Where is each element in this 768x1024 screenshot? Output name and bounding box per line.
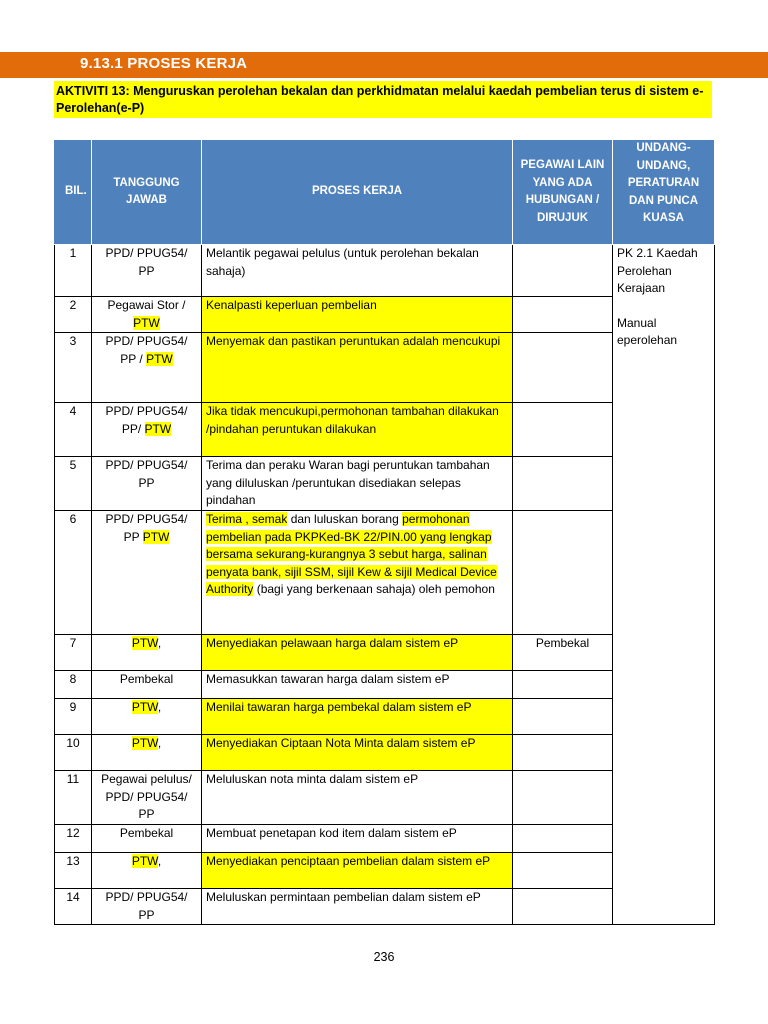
header-proses-kerja: PROSES KERJA xyxy=(202,140,513,245)
cell-bil: 9 xyxy=(55,699,92,735)
tanggung-jawab-suffix: , xyxy=(157,854,162,868)
tanggung-jawab-highlight: PTW xyxy=(144,421,172,436)
cell-tanggung-jawab xyxy=(92,333,202,403)
cell-proses-kerja: Meluluskan permintaan pembelian dalam sistem eP xyxy=(202,889,513,925)
cell-proses-kerja: Menyemak dan pastikan peruntukan adalah mencukupi xyxy=(202,333,513,403)
cell-pegawai-lain xyxy=(513,735,613,771)
tanggung-jawab-text: Pembekal xyxy=(119,672,174,686)
tanggung-jawab-text: Pegawai Stor / xyxy=(107,298,186,312)
activity-heading xyxy=(54,81,712,118)
proses-part-d: (bagi yang berkenaan sahaja) oleh pemohon xyxy=(253,582,495,596)
cell-proses-kerja: Melantik pegawai pelulus (untuk perolehan bekalan sahaja) xyxy=(202,245,513,297)
cell-undang-undang xyxy=(613,245,715,925)
cell-bil: 4 xyxy=(55,403,92,457)
tanggung-jawab-highlight: PTW xyxy=(131,636,158,650)
cell-proses-kerja: Menyediakan pelawaan harga dalam sistem eP xyxy=(202,635,513,671)
tanggung-jawab-text: PPD/ PPUG54/ PP xyxy=(105,246,188,278)
law-reference-pk: PK 2.1 Kaedah Perolehan Kerajaan xyxy=(617,246,698,295)
cell-bil: 14 xyxy=(55,889,92,925)
table-row xyxy=(55,245,715,297)
cell-pegawai-lain xyxy=(513,771,613,825)
activity-label: AKTIVITI 13: xyxy=(56,84,130,98)
cell-pegawai-lain xyxy=(513,297,613,333)
section-header-bar xyxy=(0,52,768,78)
cell-tanggung-jawab xyxy=(92,889,202,925)
cell-pegawai-lain xyxy=(513,333,613,403)
process-table xyxy=(54,139,715,925)
cell-tanggung-jawab xyxy=(92,635,202,671)
cell-tanggung-jawab xyxy=(92,457,202,511)
cell-proses-kerja: Kenalpasti keperluan pembelian xyxy=(202,297,513,333)
cell-proses-kerja: Jika tidak mencukupi,permohonan tambahan dilakukan /pindahan peruntukan dilakukan xyxy=(202,403,513,457)
proses-part-a: Terima , semak xyxy=(206,512,288,526)
cell-tanggung-jawab xyxy=(92,671,202,699)
cell-proses-kerja: Menilai tawaran harga pembekal dalam sistem eP xyxy=(202,699,513,735)
tanggung-jawab-text: PPD/ PPUG54/ PP / xyxy=(105,334,188,366)
tanggung-jawab-text: PPD/ PPUG54/ PP xyxy=(105,458,188,490)
cell-pegawai-lain xyxy=(513,403,613,457)
cell-bil: 2 xyxy=(55,297,92,333)
cell-pegawai-lain xyxy=(513,511,613,635)
tanggung-jawab-text: PPD/ PPUG54/ PP/ xyxy=(105,404,188,436)
cell-proses-kerja: Menyediakan penciptaan pembelian dalam sistem eP xyxy=(202,853,513,889)
cell-bil: 13 xyxy=(55,853,92,889)
tanggung-jawab-highlight: PTW xyxy=(133,315,160,330)
cell-pegawai-lain xyxy=(513,245,613,297)
table-header-row xyxy=(55,140,715,245)
cell-pegawai-lain xyxy=(513,853,613,889)
cell-tanggung-jawab xyxy=(92,511,202,635)
cell-proses-kerja: Terima dan peraku Waran bagi peruntukan tambahan yang diluluskan /peruntukan disediakan selepas pindahan xyxy=(202,457,513,511)
tanggung-jawab-highlight: PTW xyxy=(131,854,158,868)
cell-pegawai-lain xyxy=(513,825,613,853)
tanggung-jawab-suffix: , xyxy=(157,636,162,650)
cell-bil: 11 xyxy=(55,771,92,825)
header-bil: BIL. xyxy=(55,140,92,245)
cell-bil: 8 xyxy=(55,671,92,699)
tanggung-jawab-text: Pegawai pelulus/ PPD/ PPUG54/ PP xyxy=(101,772,192,821)
cell-tanggung-jawab xyxy=(92,771,202,825)
law-reference-manual: Manual eperolehan xyxy=(617,315,678,347)
activity-text: Menguruskan perolehan bekalan dan perkhidmatan melalui kaedah pembelian terus di sistem e-Perolehan(e-P) xyxy=(56,84,704,115)
header-pegawai-lain: PEGAWAI LAIN YANG ADA HUBUNGAN / DIRUJUK xyxy=(513,140,613,245)
cell-tanggung-jawab xyxy=(92,699,202,735)
cell-pegawai-lain xyxy=(513,889,613,925)
cell-proses-kerja: Menyediakan Ciptaan Nota Minta dalam sistem eP xyxy=(202,735,513,771)
cell-pegawai-lain xyxy=(513,457,613,511)
cell-tanggung-jawab xyxy=(92,403,202,457)
cell-bil: 7 xyxy=(55,635,92,671)
cell-tanggung-jawab xyxy=(92,825,202,853)
cell-bil: 1 xyxy=(55,245,92,297)
cell-tanggung-jawab xyxy=(92,297,202,333)
cell-pegawai-lain xyxy=(513,699,613,735)
tanggung-jawab-text: PPD/ PPUG54/ PP xyxy=(105,512,188,544)
page-number: 236 xyxy=(373,950,395,964)
tanggung-jawab-suffix: , xyxy=(157,736,162,750)
tanggung-jawab-highlight: PTW xyxy=(146,351,173,366)
cell-bil: 6 xyxy=(55,511,92,635)
cell-bil: 5 xyxy=(55,457,92,511)
cell-proses-kerja: Meluluskan nota minta dalam sistem eP xyxy=(202,771,513,825)
tanggung-jawab-text: Pembekal xyxy=(119,826,174,840)
tanggung-jawab-highlight: PTW xyxy=(131,736,158,750)
tanggung-jawab-suffix: , xyxy=(157,700,162,714)
cell-bil: 12 xyxy=(55,825,92,853)
cell-bil: 10 xyxy=(55,735,92,771)
tanggung-jawab-text: PPD/ PPUG54/ PP xyxy=(105,890,188,922)
proses-part-b: dan luluskan borang xyxy=(287,512,403,526)
cell-tanggung-jawab xyxy=(92,735,202,771)
header-undang-undang: UNDANG-UNDANG, PERATURAN DAN PUNCA KUASA xyxy=(613,140,715,245)
proses-part-c: permohonan pembelian pada PKPKed-BK 22/PIN.00 yang lengkap bersama sekurang-kurangnya 3 sebut harga, salinan penyata bank, sijil SSM, sijil Kew & sijil Medical Device Authority xyxy=(206,512,497,596)
cell-proses-kerja: Memasukkan tawaran harga dalam sistem eP xyxy=(202,671,513,699)
cell-tanggung-jawab xyxy=(92,853,202,889)
tanggung-jawab-highlight: PTW xyxy=(142,529,170,544)
cell-tanggung-jawab xyxy=(92,245,202,297)
cell-proses-kerja xyxy=(202,511,513,635)
header-tanggung-jawab: TANGGUNG JAWAB xyxy=(92,140,202,245)
cell-pegawai-lain xyxy=(513,671,613,699)
cell-bil: 3 xyxy=(55,333,92,403)
cell-proses-kerja: Membuat penetapan kod item dalam sistem eP xyxy=(202,825,513,853)
cell-pegawai-lain: Pembekal xyxy=(513,635,613,671)
section-title: 9.13.1 PROSES KERJA xyxy=(80,55,248,72)
tanggung-jawab-highlight: PTW xyxy=(131,700,158,714)
